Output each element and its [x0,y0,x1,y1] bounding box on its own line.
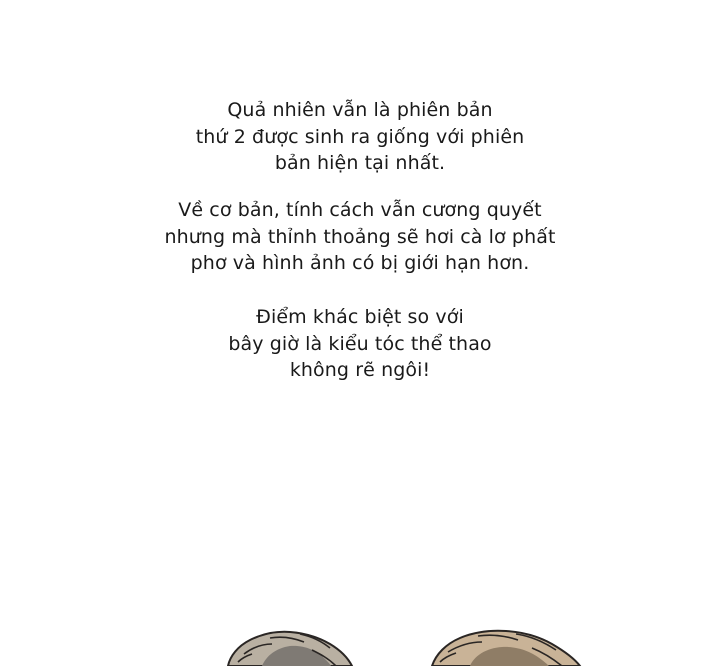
caption-paragraph-1 [0,97,720,177]
caption-line: phơ và hình ảnh có bị giới hạn hơn. [190,252,530,274]
caption-line: Về cơ bản, tính cách vẫn cương quyết [178,199,542,221]
caption-paragraph-3 [0,304,720,384]
character-heads-illustration [0,600,720,666]
caption-line: Quả nhiên vẫn là phiên bản [227,99,493,121]
caption-line: bây giờ là kiểu tóc thể thao [228,332,492,355]
caption-line: Điểm khác biệt so với [256,306,464,328]
caption-line: nhưng mà thỉnh thoảng sẽ hơi cà lơ phất [164,225,556,248]
caption-paragraph-2 [0,197,720,277]
caption-line: không rẽ ngôi! [289,359,431,381]
caption-line: bản hiện tại nhất. [274,152,446,174]
caption-line: thứ 2 được sinh ra giống với phiên [195,125,525,148]
right-character-hair [432,631,580,666]
left-character-hair [228,632,352,666]
